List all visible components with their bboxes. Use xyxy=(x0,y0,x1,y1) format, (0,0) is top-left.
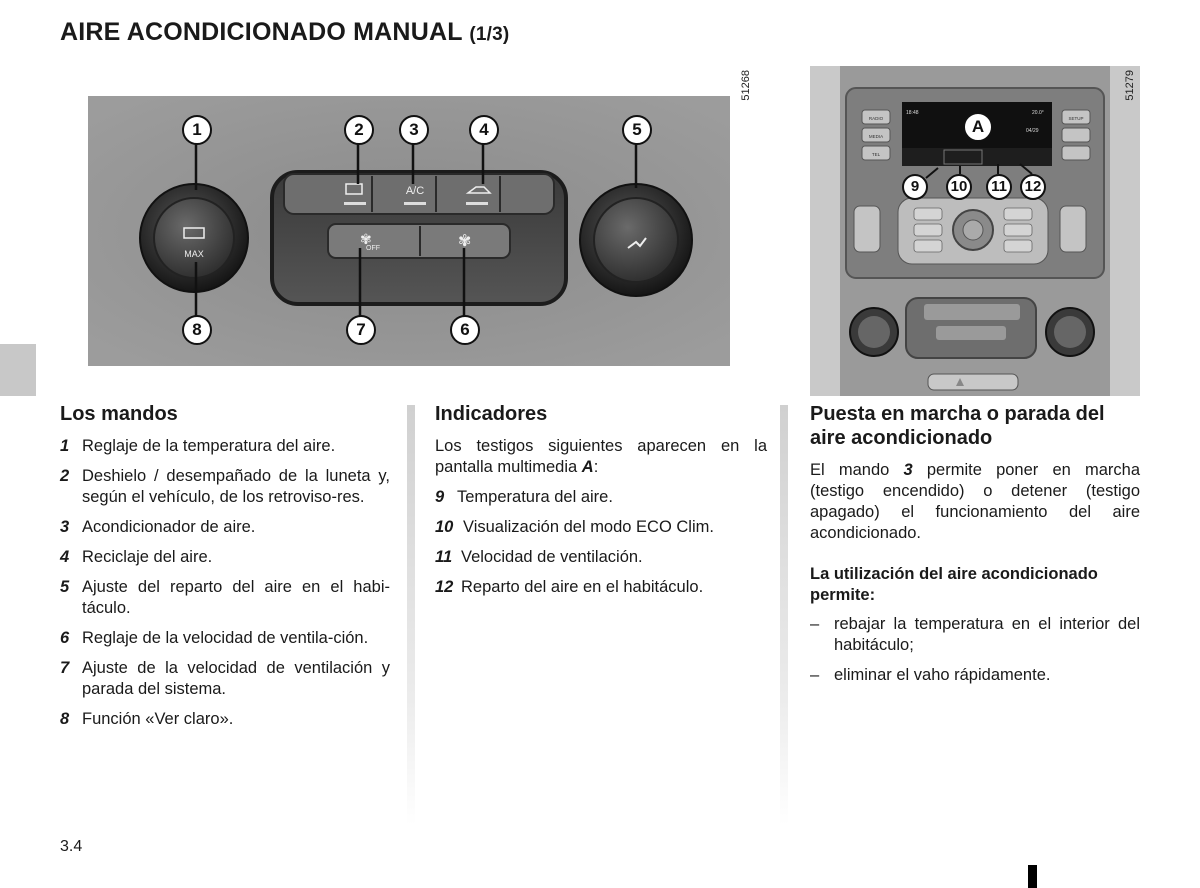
page-number: 3.4 xyxy=(60,838,83,855)
svg-text:✾: ✾ xyxy=(458,231,472,250)
screen-temp: 20.0° xyxy=(1032,110,1044,116)
start-stop-heading: Puesta en marcha o parada del aire acondicionado xyxy=(810,403,1105,449)
list-item: – rebajar la temperatura en el interior del habitáculo; xyxy=(810,615,1140,654)
title-text: AIRE ACONDICIONADO MANUAL xyxy=(60,18,463,46)
list-item: 8 Función «Ver claro». xyxy=(60,710,234,728)
screen-date: 04/29 xyxy=(1026,128,1039,134)
screen-time: 18:48 xyxy=(906,110,919,116)
list-item: 5 Ajuste del reparto del aire en el habi-táculo. xyxy=(60,578,390,617)
callout-12: 12 xyxy=(1020,174,1046,200)
list-item: 4 Reciclaje del aire. xyxy=(60,548,213,566)
list-item: 1 Reglaje de la temperatura del aire. xyxy=(60,437,336,455)
indicators-heading: Indicadores xyxy=(435,403,548,425)
callout-5: 5 xyxy=(622,115,652,145)
callout-2: 2 xyxy=(344,115,374,145)
title-page-of: (1/3) xyxy=(469,24,510,45)
svg-text:RADIO: RADIO xyxy=(868,116,884,121)
svg-text:MEDIA: MEDIA xyxy=(868,134,884,139)
callout-8: 8 xyxy=(182,315,212,345)
list-item: 11 Velocidad de ventilación. xyxy=(435,548,643,566)
figure-dashboard xyxy=(810,66,1140,396)
callout-10: 10 xyxy=(946,174,972,200)
column-indicators xyxy=(435,402,767,607)
column-separator-1 xyxy=(407,405,415,825)
list-item: 10 Visualización del modo ECO Clim. xyxy=(435,518,714,536)
off-label: OFF xyxy=(366,245,380,252)
callout-4: 4 xyxy=(469,115,499,145)
list-item: 6 Reglaje de la velocidad de ventila-ción. xyxy=(60,629,369,647)
figure-ref-1: 51268 xyxy=(740,70,752,101)
callout-11: 11 xyxy=(986,174,1012,200)
callout-3: 3 xyxy=(399,115,429,145)
list-item: 9 Temperatura del aire. xyxy=(435,488,613,506)
column-start-stop xyxy=(810,402,1140,695)
usage-subheading: La utilización del aire acondicionado permite: xyxy=(810,565,1098,604)
list-item: 2 Deshielo / desempañado de la luneta y, según el vehículo, de los retroviso-res. xyxy=(60,467,390,506)
callout-9: 9 xyxy=(902,174,928,200)
figure-ref-2: 51279 xyxy=(1124,70,1136,101)
svg-text:SETUP: SETUP xyxy=(1068,116,1084,121)
start-stop-paragraph: El mando 3 permite poner en marcha (testigo encendido) o detener (testigo apagado) el funcionamiento del aire acondicionado. xyxy=(810,461,1140,542)
max-label: MAX xyxy=(184,249,204,259)
callout-6: 6 xyxy=(450,315,480,345)
list-item: – eliminar el vaho rápidamente. xyxy=(810,666,1051,684)
svg-text:TEL: TEL xyxy=(871,152,881,157)
edge-marker xyxy=(1028,865,1037,888)
indicators-intro: Los testigos siguientes aparecen en la pantalla multimedia A: xyxy=(435,437,767,476)
controls-heading: Los mandos xyxy=(60,403,178,425)
callout-7: 7 xyxy=(346,315,376,345)
list-item: 12 Reparto del aire en el habitáculo. xyxy=(435,578,704,596)
list-item: 7 Ajuste de la velocidad de ventilación y parada del sistema. xyxy=(60,659,390,698)
list-item: 3 Acondicionador de aire. xyxy=(60,518,256,536)
column-controls xyxy=(60,402,390,739)
callout-1: 1 xyxy=(182,115,212,145)
ac-button-label: A/C xyxy=(405,185,425,197)
section-tab xyxy=(0,344,36,396)
svg-text:✾: ✾ xyxy=(360,232,372,248)
figure-climate-panel xyxy=(60,66,780,396)
column-separator-2 xyxy=(780,405,788,825)
page-title xyxy=(60,18,509,47)
callout-A: A xyxy=(963,112,993,142)
